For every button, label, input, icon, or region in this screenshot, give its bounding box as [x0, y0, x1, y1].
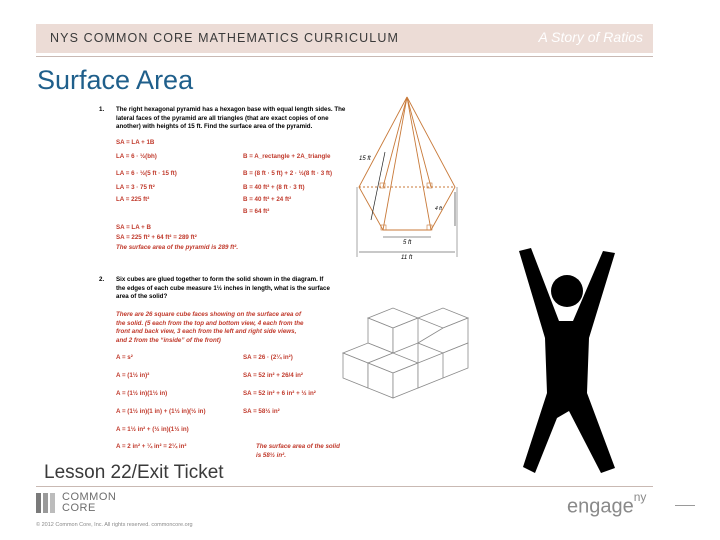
problem2-explanation: There are 26 square cube faces showing on the surface area of the solid. (5 each from the top and bottom view, 4 each from the front and back view, 3 each from the left and right side views, and 2 from the “inside” of the front)	[116, 311, 304, 344]
label-5ft: 5 ft	[403, 240, 412, 246]
p1-right-0: B = A_rectangle + 2A_triangle	[243, 153, 331, 160]
problem1-prompt: The right hexagonal pyramid has a hexagon base with equal length sides. The lateral faces of the pyramid are all triangles (that are exact copies of one another) with heights of 15 ft. Find the surface area of the pyramid.	[116, 106, 346, 131]
p1-line-4: LA = 225 ft²	[116, 196, 150, 203]
p1-line-1: LA = 6 · ½(bh)	[116, 153, 157, 160]
common-core-logo-icon	[36, 493, 60, 513]
engageny-logo	[567, 490, 647, 519]
story-title: A Story of Ratios	[538, 29, 643, 45]
p2-right-3: SA = 58½ in²	[243, 408, 280, 415]
p2-line-4: A = 1½ in² + (½ in)(1½ in)	[116, 426, 189, 433]
curriculum-title: NYS COMMON CORE MATHEMATICS CURRICULUM	[50, 31, 399, 45]
cubes-solid-diagram	[338, 298, 488, 403]
p2-line-5: A = 2 in² + ¼ in² = 2¼ in²	[116, 443, 187, 450]
p1-line-3: LA = 3 · 75 ft²	[116, 184, 155, 191]
p2-line-0: A = s²	[116, 354, 133, 361]
p2-right-2: SA = 52 in² + 6 in² + ½ in²	[243, 390, 316, 397]
footer-rule	[36, 486, 653, 487]
label-11ft: 11 ft	[401, 255, 413, 261]
header-bar	[36, 24, 653, 53]
common-text: COMMON	[62, 491, 117, 503]
p1-right-4: B = 64 ft²	[243, 208, 270, 215]
page-title: Surface Area	[37, 65, 194, 95]
cheering-person-icon	[511, 243, 631, 478]
ny-text: ny	[633, 490, 647, 504]
p1-final-0: SA = LA + B	[116, 224, 151, 231]
p1-line-2: LA = 6 · ½(5 ft · 15 ft)	[116, 170, 177, 177]
p1-final-2: The surface area of the pyramid is 289 ft².	[116, 244, 239, 251]
p2-right-1: SA = 52 in² + 26/4 in²	[243, 372, 303, 379]
exit-ticket-label: Lesson 22/Exit Ticket	[44, 462, 224, 483]
problem2-number: 2.	[99, 276, 105, 283]
p2-right-0: SA = 26 · (2¼ in²)	[243, 354, 293, 361]
p1-final-1: SA = 225 ft² + 64 ft² = 289 ft²	[116, 234, 197, 241]
p1-right-2: B = 40 ft² + (8 ft · 3 ft)	[243, 184, 305, 191]
hexagonal-pyramid-diagram	[345, 92, 465, 262]
p2-right-4: The surface area of the solid is 58½ in².	[256, 443, 340, 459]
label-15ft: 15 ft	[359, 156, 371, 162]
p1-line-0: SA = LA + 1B	[116, 139, 155, 146]
p2-line-1: A = (1½ in)²	[116, 372, 150, 379]
p1-right-3: B = 40 ft² + 24 ft²	[243, 196, 292, 203]
engage-text: engage	[567, 495, 634, 518]
header-rule	[36, 56, 653, 57]
problem1-number: 1.	[99, 106, 105, 113]
copyright-text: © 2012 Common Core, Inc. All rights reserved. commoncore.org	[36, 522, 193, 528]
p1-right-1: B = (8 ft · 5 ft) + 2 · ½(8 ft · 3 ft)	[243, 170, 333, 177]
common-core-wordmark	[62, 492, 116, 514]
core-text: CORE	[62, 502, 96, 514]
p2-line-3: A = (1½ in)(1 in) + (1½ in)(½ in)	[116, 408, 206, 415]
problem2-prompt: Six cubes are glued together to form the solid shown in the diagram. If the edges of each cube measure 1½ inches in length, what is the surface area of the solid?	[116, 276, 330, 301]
p2-line-2: A = (1½ in)(1½ in)	[116, 390, 168, 397]
footer-dash	[675, 505, 695, 506]
label-4ft: 4 ft	[435, 206, 442, 212]
